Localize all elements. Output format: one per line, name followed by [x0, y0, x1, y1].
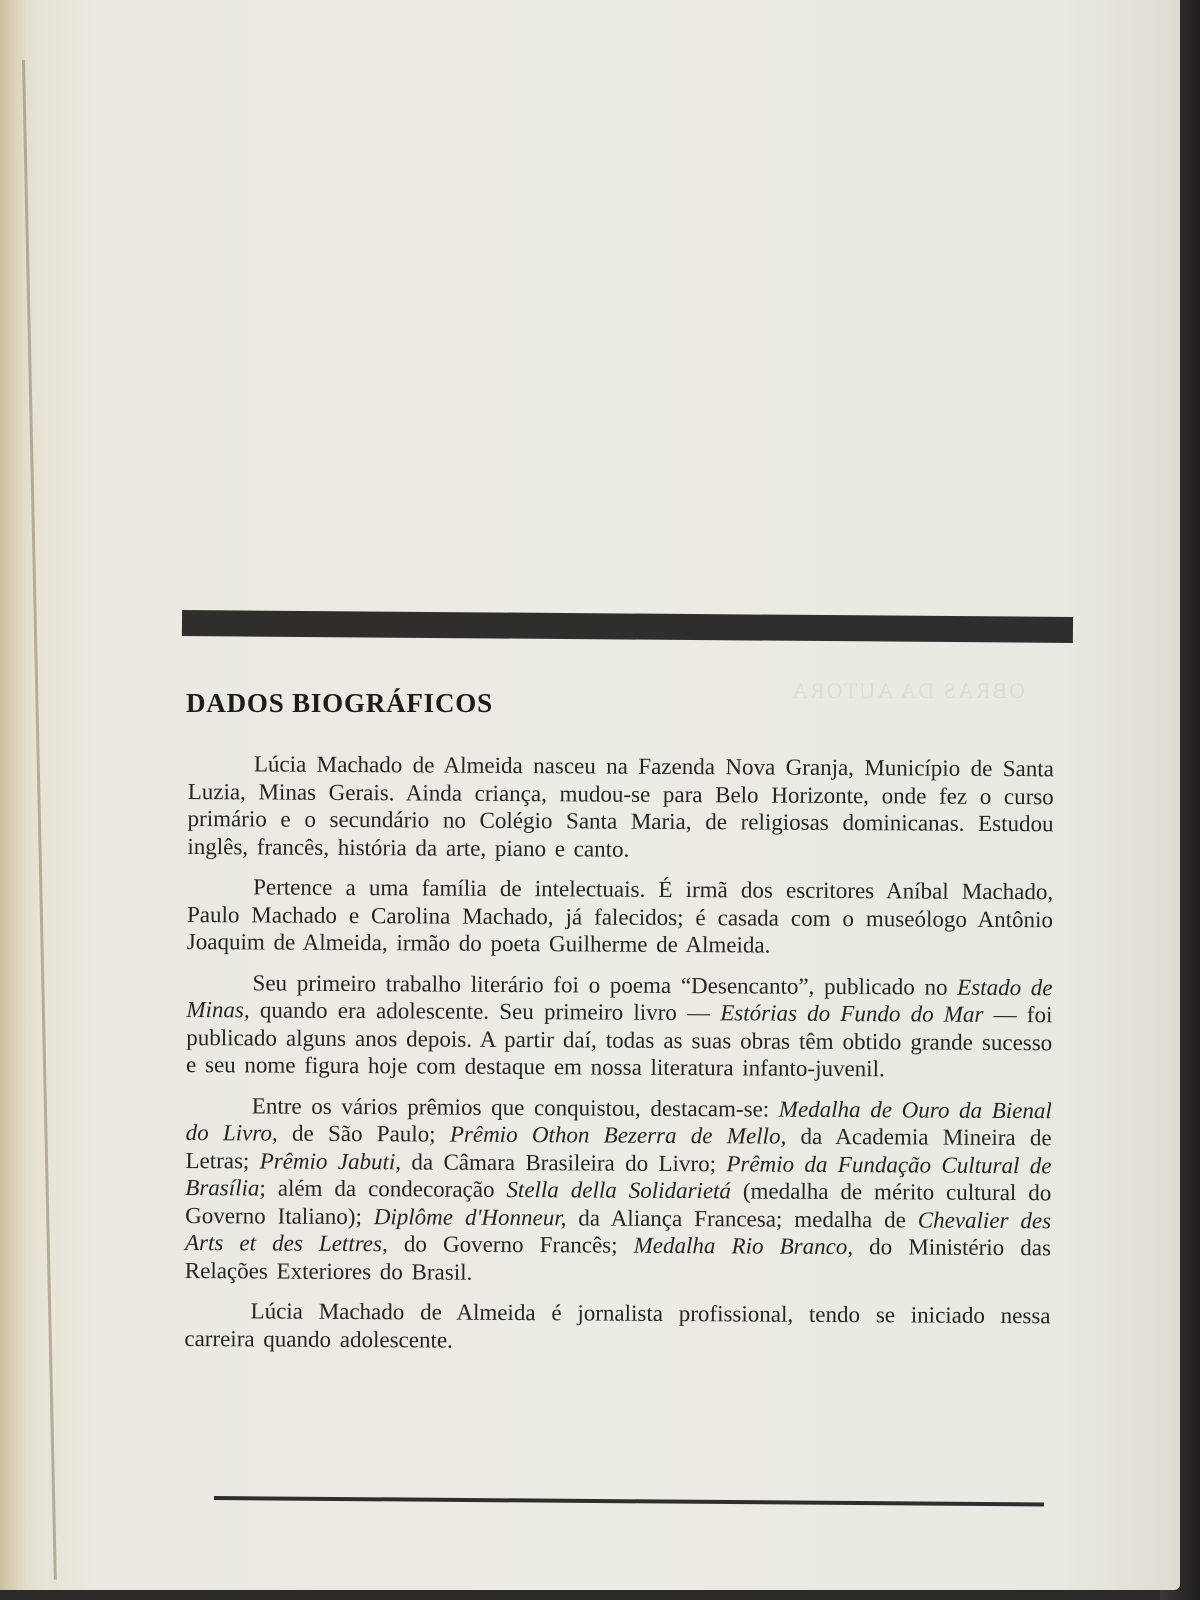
text-run: Lúcia Machado de Almeida é jornalista profissional, tendo se iniciado nessa carreira quando adolescente.	[184, 1298, 1051, 1353]
heading-rule-bar	[182, 610, 1073, 643]
italic-title-run: Medalha Rio Branco,	[633, 1232, 854, 1260]
biography-paragraph	[185, 1091, 1052, 1289]
biography-paragraph	[187, 873, 1053, 961]
text-run: — foi publicado alguns anos depois. A partir daí, todas as suas obras têm obtido grande sucesso e seu nome figura hoje com destaque em nossa literatura infanto-juvenil.	[186, 1001, 1053, 1082]
italic-title-run: Prêmio Jabuti,	[259, 1147, 402, 1174]
italic-title-run: Diplôme d'Honneur,	[373, 1203, 567, 1230]
text-run: de São Paulo;	[277, 1120, 450, 1147]
text-run: quando era adolescente. Seu primeiro livro —	[249, 997, 721, 1026]
text-run: do Ministério das Relações Exteriores do Brasil.	[184, 1234, 1052, 1285]
text-run: Seu primeiro trabalho literário foi o poema “Desencanto”, publicado no	[252, 969, 958, 1000]
italic-title-run: Medalha de Ouro da Bienal do Livro,	[185, 1096, 1052, 1146]
italic-title-run: Estado de Minas,	[186, 974, 1053, 1023]
text-run: da Câmara Brasileira do Livro;	[400, 1148, 727, 1176]
italic-title-run: Prêmio Othon Bezerra de Mello,	[449, 1121, 787, 1149]
book-binding-edge	[0, 0, 26, 1590]
biography-paragraph	[187, 750, 1054, 865]
section-heading: DADOS BIOGRÁFICOS	[186, 688, 493, 718]
text-run: Pertence a uma família de intelectuais. É irmã dos escritores Aníbal Machado, Paulo Machado e Carolina Machado, já falecidos; é casada com o museólogo Antônio Joaquim de Almeida, irmão do poeta Guilherme de Almeida.	[186, 874, 1054, 958]
binding-crease	[22, 60, 57, 1580]
biography-paragraph	[186, 968, 1053, 1083]
italic-title-run: Prêmio da Fundação Cultural de Brasília	[185, 1150, 1052, 1201]
bottom-rule	[214, 1496, 1044, 1507]
text-run: ; além da condecoração	[259, 1175, 507, 1202]
text-run: (medalha de mérito cultural do Governo Italiano);	[185, 1178, 1052, 1229]
italic-title-run: Estórias do Fundo do Mar	[720, 1000, 984, 1027]
biography-text	[184, 750, 1054, 1370]
text-run: Entre os vários prêmios que conquistou, destacam-se:	[251, 1092, 779, 1122]
text-run: Lúcia Machado de Almeida nasceu na Fazenda Nova Granja, Município de Santa Luzia, Minas Gerais. Ainda criança, mudou-se para Belo Horizonte, onde fez o curso primário e o secundário no Colégio Santa Maria, de religiosas dominicanas. Estudou inglês, francês, história da arte, piano e canto.	[187, 751, 1054, 862]
bleed-through-text: OBRAS DA AUTORA	[790, 678, 1025, 703]
italic-title-run: Stella della Solidarietá	[506, 1176, 732, 1204]
biography-paragraph	[184, 1297, 1050, 1357]
text-run: da Academia Mineira de Letras;	[185, 1123, 1052, 1173]
italic-title-run: Chevalier des Arts et des Lettres,	[184, 1206, 1052, 1257]
text-run: da Aliança Francesa; medalha de	[566, 1204, 918, 1232]
text-run: do Governo Francês;	[387, 1231, 634, 1258]
